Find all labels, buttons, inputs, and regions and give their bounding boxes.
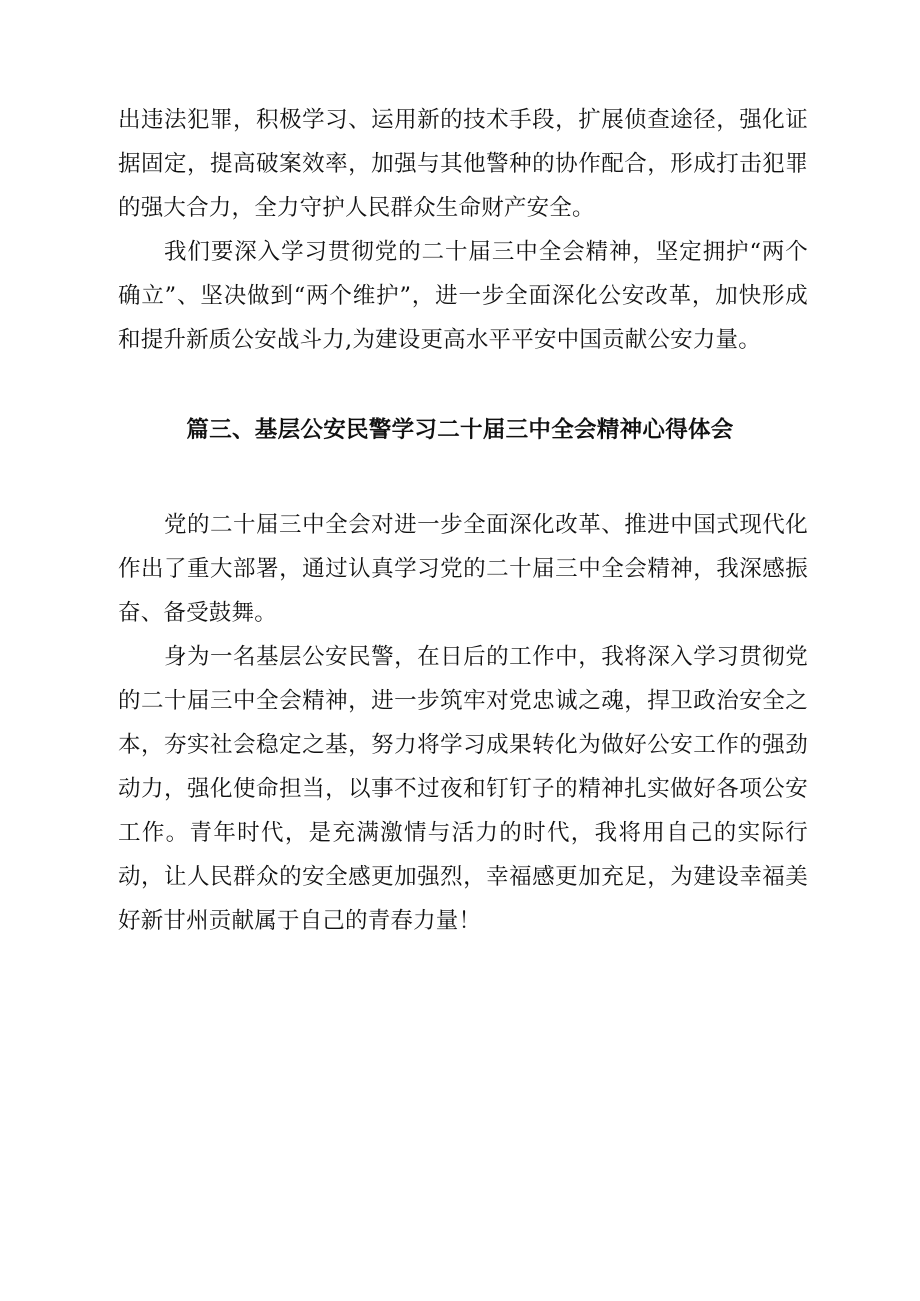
body-paragraph: 身为一名基层公安民警，在日后的工作中，我将深入学习贯彻党的二十届三中全会精神，进一步筑牢对党忠诚之魂，捍卫政治安全之本，夯实社会稳定之基，努力将学习成果转化为做好公安工作的强劲动力，强化使命担当，以事不过夜和钉钉子的精神扎实做好各项公安工作。青年时代，是充满激情与活力的时代，我将用自己的实际行动，让人民群众的安全感更加强烈，幸福感更加充足，为建设幸福美好新甘州贡献属于自己的青春力量！ — [118, 644, 808, 934]
section-heading: 篇三、基层公安民警学习二十届三中全会精神心得体会 — [186, 417, 734, 443]
body-paragraph: 我们要深入学习贯彻党的二十届三中全会精神，坚定拥护“两个确立”、坚决做到“两个维护”，进一步全面深化公安改革，加快形成和提升新质公安战斗力,为建设更高水平平安中国贡献公安力量。 — [118, 239, 808, 353]
body-paragraph: 党的二十届三中全会对进一步全面深化改革、推进中国式现代化作出了重大部署，通过认真学习党的二十届三中全会精神，我深感振奋、备受鼓舞。 — [118, 512, 808, 626]
body-paragraph-continued: 出违法犯罪，积极学习、运用新的技术手段，扩展侦查途径，强化证据固定，提高破案效率，加强与其他警种的协作配合，形成打击犯罪的强大合力，全力守护人民群众生命财产安全。 — [118, 107, 808, 221]
